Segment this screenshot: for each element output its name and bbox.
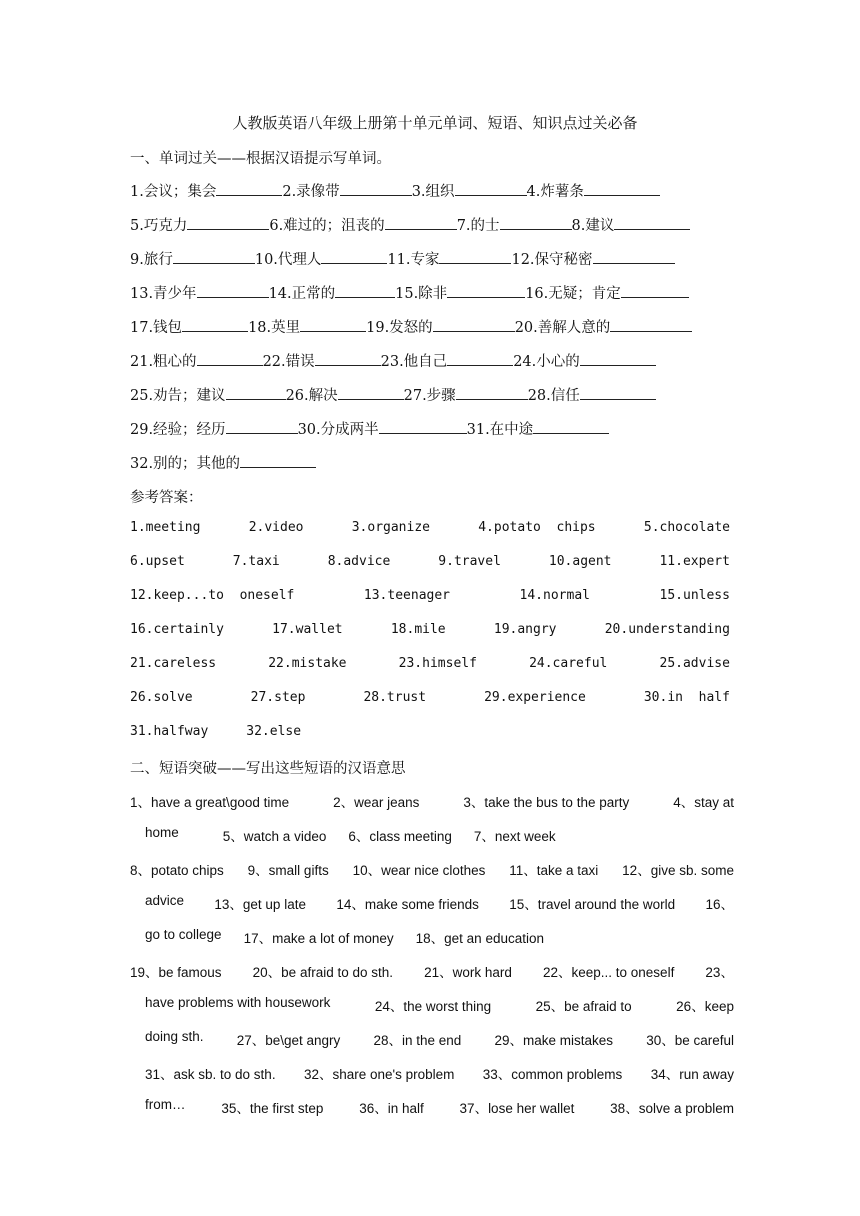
answer-item: 21.careless xyxy=(130,656,217,671)
answer-item: 17.wallet xyxy=(272,622,343,637)
answer-item: 10.agent xyxy=(548,554,612,569)
phrase-item: 12、give sb. some xyxy=(622,863,734,878)
vocab-item: 25.劝告；建议 xyxy=(130,388,226,404)
phrase-row xyxy=(145,893,734,913)
phrase-item: 10、wear nice clothes xyxy=(352,863,486,878)
phrase-item: 3、take the bus to the party xyxy=(463,795,630,810)
answer-blank xyxy=(379,419,467,434)
phrase-row xyxy=(130,859,734,879)
answer-row xyxy=(130,724,730,739)
vocab-row xyxy=(130,418,609,439)
answer-blank xyxy=(439,249,511,264)
phrase-item: have problems with housework xyxy=(145,995,331,1010)
answer-blank xyxy=(340,181,412,196)
section1-heading: 一、单词过关——根据汉语提示写单词。 xyxy=(130,151,391,167)
answer-blank xyxy=(447,283,525,298)
phrase-item: from… xyxy=(145,1097,186,1112)
answer-item: 20.understanding xyxy=(604,622,730,637)
answer-item: 9.travel xyxy=(438,554,501,569)
phrase-item: 28、in the end xyxy=(373,1033,462,1048)
vocab-item: 32.别的；其他的 xyxy=(130,456,241,472)
vocab-item: 11.专家 xyxy=(387,252,440,268)
phrase-item: 35、the first step xyxy=(221,1101,324,1116)
answer-blank xyxy=(580,385,656,400)
answer-item: 23.himself xyxy=(398,656,477,671)
phrase-item: 9、small gifts xyxy=(247,863,329,878)
phrase-row xyxy=(145,1063,734,1083)
vocab-item: 15.除非 xyxy=(395,286,448,302)
phrase-item: 7、next week xyxy=(473,829,556,844)
vocab-row xyxy=(130,384,656,405)
phrase-item: 20、be afraid to do sth. xyxy=(252,965,393,980)
phrase-item: 33、common problems xyxy=(482,1067,623,1082)
vocab-item: 16.无疑；肯定 xyxy=(525,286,621,302)
phrase-item: 25、be afraid to xyxy=(535,999,632,1014)
phrase-item: 2、wear jeans xyxy=(333,795,420,810)
answer-row xyxy=(130,588,730,603)
vocab-row xyxy=(130,350,656,371)
answer-item: 5.chocolate xyxy=(643,520,730,535)
vocab-row xyxy=(130,452,316,473)
answer-item: 24.careful xyxy=(529,656,608,671)
vocab-item: 4.炸薯条 xyxy=(526,184,584,200)
phrase-item: 14、make some friends xyxy=(336,897,479,912)
vocab-item: 20.善解人意的 xyxy=(514,320,611,336)
answers-heading: 参考答案： xyxy=(130,490,203,506)
vocab-item: 12.保守秘密 xyxy=(511,252,593,268)
vocab-item: 3.组织 xyxy=(411,184,455,200)
answer-blank xyxy=(335,283,395,298)
phrase-row xyxy=(145,927,734,947)
answer-item: 11.expert xyxy=(659,554,730,569)
phrase-item: 36、in half xyxy=(359,1101,424,1116)
answer-item: 31.halfway xyxy=(130,724,209,739)
vocab-item: 7.的士 xyxy=(456,218,500,234)
answer-blank xyxy=(315,351,381,366)
vocab-item: 24.小心的 xyxy=(513,354,580,370)
answer-item: 27.step xyxy=(250,690,306,705)
vocab-item: 30.分成两半 xyxy=(297,422,379,438)
vocab-row xyxy=(130,248,675,269)
answer-item: 18.mile xyxy=(390,622,446,637)
answer-item: 1.meeting xyxy=(130,520,201,535)
answer-blank xyxy=(533,419,609,434)
answer-blank xyxy=(584,181,660,196)
answer-blank xyxy=(197,351,263,366)
phrase-item: 29、make mistakes xyxy=(494,1033,614,1048)
answer-blank xyxy=(500,215,572,230)
phrase-item: 34、run away xyxy=(650,1067,734,1082)
vocab-item: 21.粗心的 xyxy=(130,354,197,370)
answer-item: 8.advice xyxy=(327,554,391,569)
phrase-item: 23、 xyxy=(705,965,734,980)
vocab-item: 17.钱包 xyxy=(130,320,183,336)
answer-row xyxy=(130,622,730,637)
answer-blank xyxy=(433,317,515,332)
answer-blank xyxy=(187,215,269,230)
phrase-item: 5、watch a video xyxy=(222,829,327,844)
phrase-item: 37、lose her wallet xyxy=(459,1101,575,1116)
answer-item: 3.organize xyxy=(351,520,430,535)
answer-blank xyxy=(226,385,286,400)
answer-item: 22.mistake xyxy=(268,656,347,671)
vocab-item: 6.难过的；沮丧的 xyxy=(269,218,385,234)
phrase-item: 21、work hard xyxy=(424,965,512,980)
answer-item: 13.teenager xyxy=(363,588,450,603)
answer-item: 25.advise xyxy=(659,656,730,671)
phrase-item: 24、the worst thing xyxy=(374,999,492,1014)
answer-item: 4.potato chips xyxy=(478,520,596,535)
answer-row xyxy=(130,554,730,569)
vocab-item: 19.发怒的 xyxy=(366,320,433,336)
answer-blank xyxy=(447,351,513,366)
phrase-item: 13、get up late xyxy=(214,897,306,912)
answer-item: 6.upset xyxy=(130,554,185,569)
vocab-item: 23.他自己 xyxy=(380,354,448,370)
phrase-item: 11、take a taxi xyxy=(509,863,599,878)
answer-item: 26.solve xyxy=(130,690,193,705)
answer-blank xyxy=(226,419,298,434)
answer-item: 12.keep...to oneself xyxy=(130,588,295,603)
vocab-row xyxy=(130,214,690,235)
vocab-item: 9.旅行 xyxy=(130,252,173,268)
vocab-item: 26.解决 xyxy=(285,388,338,404)
answer-blank xyxy=(593,249,675,264)
phrase-item: 1、have a great\good time xyxy=(130,795,290,810)
answer-blank xyxy=(182,317,248,332)
answer-item: 28.trust xyxy=(363,690,427,705)
answer-blank xyxy=(456,385,528,400)
vocab-item: 10.代理人 xyxy=(254,252,322,268)
answer-item: 7.taxi xyxy=(232,554,280,569)
phrase-row xyxy=(145,1029,734,1049)
answer-blank xyxy=(338,385,404,400)
vocab-item: 31.在中途 xyxy=(466,422,534,438)
phrase-row xyxy=(130,961,734,981)
answer-blank xyxy=(610,317,692,332)
answer-row xyxy=(130,520,730,535)
vocab-row xyxy=(130,316,692,337)
vocab-item: 8.建议 xyxy=(571,218,615,234)
answer-item: 29.experience xyxy=(484,690,586,705)
vocab-item: 18.英里 xyxy=(248,320,301,336)
vocab-item: 13.青少年 xyxy=(130,286,197,302)
answer-blank xyxy=(455,181,527,196)
phrase-item: home xyxy=(145,825,179,840)
answer-item: 19.angry xyxy=(493,622,557,637)
phrase-item: 38、solve a problem xyxy=(610,1101,734,1116)
phrase-item: 19、be famous xyxy=(130,965,222,980)
answer-row xyxy=(130,690,730,705)
answer-blank xyxy=(580,351,656,366)
phrase-item: 17、make a lot of money xyxy=(243,931,394,946)
answer-row xyxy=(130,656,730,671)
vocab-item: 1.会议；集会 xyxy=(130,184,217,200)
phrase-item: 31、ask sb. to do sth. xyxy=(145,1067,276,1082)
answer-item: 14.normal xyxy=(519,588,590,603)
phrase-item: 4、stay at xyxy=(673,795,734,810)
answer-item: 2.video xyxy=(248,520,304,535)
phrase-item: 6、class meeting xyxy=(348,829,452,844)
answer-item: 32.else xyxy=(246,724,302,739)
phrase-item: 27、be\get angry xyxy=(236,1033,341,1048)
document-title: 人教版英语八年级上册第十单元单词、短语、知识点过关必备 xyxy=(232,114,638,132)
answer-item: 16.certainly xyxy=(130,622,224,637)
phrase-row xyxy=(145,1097,734,1117)
phrase-row xyxy=(145,995,734,1015)
answer-blank xyxy=(240,453,316,468)
phrase-item: 15、travel around the world xyxy=(509,897,676,912)
phrase-item: 16、 xyxy=(705,897,734,912)
vocab-item: 5.巧克力 xyxy=(130,218,188,234)
vocab-item: 22.错误 xyxy=(262,354,315,370)
phrase-item: advice xyxy=(145,893,185,908)
vocab-row xyxy=(130,180,660,201)
phrase-item: 18、get an education xyxy=(415,931,544,946)
vocab-item: 27.步骤 xyxy=(403,388,456,404)
phrase-item: 32、share one's problem xyxy=(303,1067,455,1082)
answer-blank xyxy=(173,249,255,264)
answer-item: 30.in half xyxy=(643,690,730,705)
answer-item: 15.unless xyxy=(659,588,730,603)
vocab-item: 14.正常的 xyxy=(268,286,336,302)
phrase-row xyxy=(145,825,734,845)
vocab-item: 29.经验；经历 xyxy=(130,422,226,438)
phrase-item: doing sth. xyxy=(145,1029,204,1044)
answer-blank xyxy=(300,317,366,332)
answer-blank xyxy=(385,215,457,230)
phrase-row xyxy=(130,791,734,811)
phrase-item: 26、keep xyxy=(676,999,734,1014)
phrase-item: 8、potato chips xyxy=(130,863,224,878)
answer-blank xyxy=(614,215,690,230)
vocab-item: 28.信任 xyxy=(527,388,580,404)
answer-blank xyxy=(321,249,387,264)
answer-blank xyxy=(197,283,269,298)
vocab-item: 2.录像带 xyxy=(282,184,340,200)
phrase-item: go to college xyxy=(145,927,222,942)
vocab-row xyxy=(130,282,689,303)
answer-blank xyxy=(621,283,689,298)
section2-heading: 二、短语突破——写出这些短语的汉语意思 xyxy=(130,761,406,777)
phrase-item: 30、be careful xyxy=(646,1033,734,1048)
answer-blank xyxy=(216,181,282,196)
phrase-item: 22、keep... to oneself xyxy=(542,965,675,980)
